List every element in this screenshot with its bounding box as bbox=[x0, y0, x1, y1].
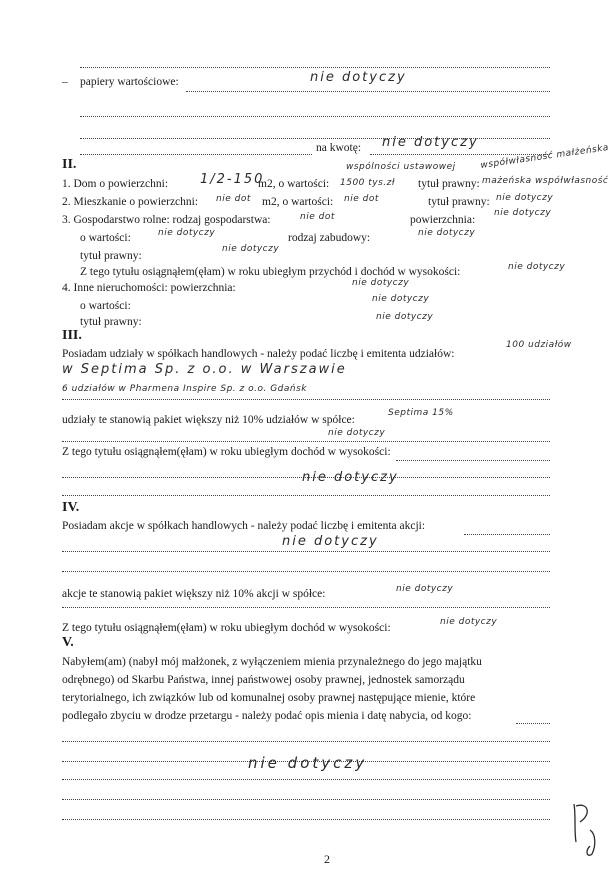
gospodarstwo-pow-label: powierzchnia: bbox=[410, 214, 476, 226]
dom-m2-label: m2, o wartości: bbox=[258, 178, 330, 190]
inne-wartosc-label: o wartości: bbox=[80, 300, 131, 312]
gosp-dochod-value: nie dotyczy bbox=[508, 262, 566, 272]
udzialy-value: w Septima Sp. z o.o. w Warszawie bbox=[62, 362, 347, 377]
form-line bbox=[62, 494, 550, 496]
akcje-pakiet-value: nie dotyczy bbox=[396, 584, 454, 594]
dash-bullet: – bbox=[62, 76, 68, 88]
kwota-value: nie dotyczy bbox=[382, 135, 479, 150]
form-line bbox=[62, 778, 550, 780]
dom-value: 1500 tys.zł bbox=[340, 178, 395, 188]
gospodarstwo-rodzaj-value: nie dot bbox=[300, 212, 335, 222]
gosp-zabudowy-value: nie dotyczy bbox=[418, 228, 476, 238]
inne-pow-value: nie dotyczy bbox=[352, 278, 410, 288]
akcje-dochod-label: Z tego tytułu osiągnąłem(ęłam) w roku ubiegłym dochód w wysokości: bbox=[62, 622, 391, 634]
mieszkanie-tytul-value: nie dotyczy bbox=[496, 193, 554, 203]
inne-tytul-value: nie dotyczy bbox=[376, 312, 434, 322]
gosp-zabudowy-label: rodzaj zabudowy: bbox=[288, 232, 371, 244]
udzialy-pakiet-value: Septima 15% bbox=[388, 408, 454, 418]
mieszkanie-label: 2. Mieszkanie o powierzchni: bbox=[62, 196, 199, 208]
form-line bbox=[62, 606, 550, 608]
akcje-label: Posiadam akcje w spółkach handlowych - należy podać liczbę i emitenta akcji: bbox=[62, 520, 426, 532]
nabycie-text: odrębnego) od Skarbu Państwa, innej państwowej osoby prawnej, jednostek samorządu bbox=[62, 674, 465, 686]
form-line bbox=[62, 398, 550, 400]
gosp-wartosc-label: o wartości: bbox=[80, 232, 131, 244]
dom-area-value: 1/2-150 bbox=[200, 172, 265, 187]
dom-handwritten-note: współwłasność małżeńska bbox=[479, 143, 610, 171]
form-line bbox=[62, 570, 550, 572]
form-line bbox=[186, 90, 550, 92]
dom-tytul-value: mażeńska współwłasność bbox=[482, 176, 609, 186]
udzialy-pakiet-label: udziały te stanowią pakiet większy niż 10% udziałów w spółce: bbox=[62, 414, 355, 426]
akcje-dochod-value: nie dotyczy bbox=[440, 617, 498, 627]
form-line bbox=[80, 66, 550, 68]
udzialy-value: 100 udziałów bbox=[506, 340, 572, 350]
section-heading-iii: III. bbox=[62, 328, 82, 343]
section-heading-v: V. bbox=[62, 635, 74, 650]
form-line bbox=[80, 115, 550, 117]
udzialy-dochod-label: Z tego tytułu osiągnąłem(ęłam) w roku ubiegłym dochód w wysokości: bbox=[62, 446, 391, 458]
inne-label: 4. Inne nieruchomości: powierzchnia: bbox=[62, 282, 236, 294]
form-line bbox=[80, 153, 312, 155]
papiery-value: nie dotyczy bbox=[310, 70, 407, 85]
form-line bbox=[62, 550, 550, 552]
form-line bbox=[62, 740, 550, 742]
mieszkanie-m2-label: m2, o wartości: bbox=[262, 196, 334, 208]
form-line bbox=[62, 818, 550, 820]
form-line bbox=[464, 533, 550, 535]
nabycie-text: Nabyłem(am) (nabył mój małżonek, z wyłączeniem mienia przynależnego do jego majątku bbox=[62, 656, 482, 668]
papiery-label: papiery wartościowe: bbox=[80, 76, 179, 88]
mieszkanie-tytul-label: tytuł prawny: bbox=[428, 196, 490, 208]
gospodarstwo-pow-value: nie dotyczy bbox=[494, 208, 552, 218]
gosp-wartosc-value: nie dotyczy bbox=[158, 228, 216, 238]
inne-wartosc-value: nie dotyczy bbox=[372, 294, 430, 304]
handwritten-initials bbox=[566, 800, 606, 858]
form-line bbox=[62, 440, 550, 442]
udzialy-value: 6 udziałów w Pharmena Inspire Sp. z o.o. Gdańsk bbox=[62, 384, 308, 394]
nabycie-text: terytorialnego, ich związków lub od komunalnej osoby prawnej następujące mienie, które bbox=[62, 692, 476, 704]
mieszkanie-area-value: nie dot bbox=[216, 194, 251, 204]
form-line bbox=[396, 459, 550, 461]
dom-label: 1. Dom o powierzchni: bbox=[62, 178, 169, 190]
dom-handwritten-note: wspólności ustawowej bbox=[346, 162, 456, 172]
form-line bbox=[516, 722, 550, 724]
page-number: 2 bbox=[324, 852, 330, 866]
gosp-dochod-label: Z tego tytułu osiągnąłem(ęłam) w roku ubiegłym przychód i dochód w wysokości: bbox=[80, 266, 461, 278]
dom-tytul-label: tytuł prawny: bbox=[418, 178, 480, 190]
inne-tytul-label: tytuł prawny: bbox=[80, 316, 142, 328]
gosp-tytul-label: tytuł prawny: bbox=[80, 250, 142, 262]
nabycie-text: podlegało zbyciu w drodze przetargu - należy podać opis mienia i datę nabycia, od kogo: bbox=[62, 710, 472, 722]
gosp-tytul-value: nie dotyczy bbox=[222, 244, 280, 254]
section-heading-iv: IV. bbox=[62, 500, 80, 515]
udzialy-label: Posiadam udziały w spółkach handlowych - należy podać liczbę i emitenta udziałów: bbox=[62, 348, 455, 360]
akcje-value: nie dotyczy bbox=[282, 534, 379, 549]
udzialy-dochod-value: nie dotyczy bbox=[302, 470, 399, 485]
form-line bbox=[80, 137, 550, 139]
akcje-pakiet-label: akcje te stanowią pakiet większy niż 10% akcji w spółce: bbox=[62, 588, 326, 600]
mieszkanie-value: nie dot bbox=[344, 194, 379, 204]
form-line bbox=[62, 798, 550, 800]
section-heading-ii: II. bbox=[62, 157, 77, 172]
udzialy-pakiet-value: nie dotyczy bbox=[328, 428, 386, 438]
kwota-label: na kwotę: bbox=[316, 142, 362, 154]
gospodarstwo-label: 3. Gospodarstwo rolne: rodzaj gospodarstwa: bbox=[62, 214, 271, 226]
nabycie-value: nie dotyczy bbox=[248, 754, 368, 772]
